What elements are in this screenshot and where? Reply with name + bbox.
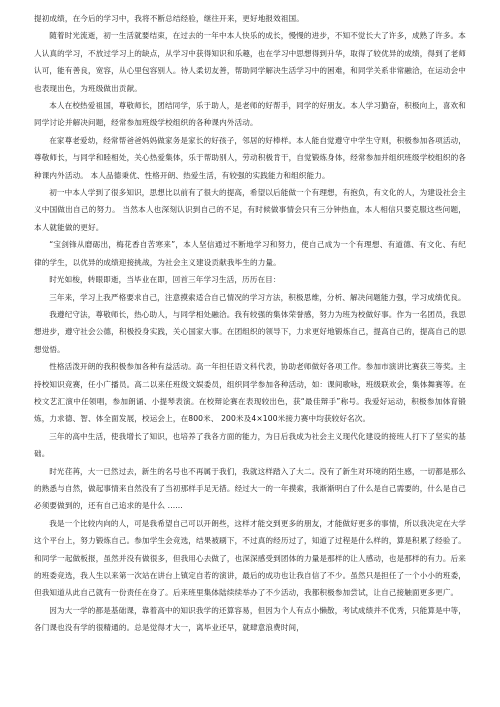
paragraph-1: 提初成绩，在今后的学习中，我将不断总结经验，继往开来，更好地报效祖国。 bbox=[34, 14, 304, 23]
paragraph-6: “宝剑锋从磨砺出，梅花香自苦寒来”，本人坚信通过不断地学习和努力，使自己成为一个有理想、有道德、有文化、有纪律的学生，以优异的成绩迎接挑战，为社会主义建设贡献我毕生的力量。 bbox=[34, 240, 466, 267]
paragraph-8: 三年来，学习上我严格要求自己，注意摸索适合自己情况的学习方法，积极思维，分析、解决问题能力强，学习成绩优良。 bbox=[49, 292, 466, 302]
paragraph-9: 我遵纪守法，尊敬师长，热心助人，与同学相处融洽。我有较强的集体荣誉感，努力为班为校做好事。作为一名团员，我思想进步，遵守社会公德，积极投身实践，关心国家大事。在团组织的领导下，力求更好地锻炼自己，提高自己的，提高自己的思想觉悟。 bbox=[34, 309, 466, 354]
paragraph-10: 性格活泼开朗的我积极参加各种有益活动。高一年担任语文科代表，协助老师做好各项工作。参加市演讲比赛获三等奖。主持校知识竞赛，任小广播员。高二以来任班级文娱委员，组织同学参加各种活动，如：课间歌咏，班级联欢会，集体舞赛等。在校文艺汇演中任领唱，参加朗诵、小提琴表演。在校辩论赛在表现较出色，获“最佳辩手”称号。我爱好运动，积极参加体育锻炼，力求德、智、体全面发展，校运会上，在800米、 200米及4×100米接力赛中均获较好名次。 bbox=[34, 362, 466, 424]
paragraph-11: 三年的高中生活，使我增长了知识，也培养了我各方面的能力，为日后我成为社会主义现代化建设的接班人打下了坚实的基础。 bbox=[34, 431, 466, 459]
paragraph-13: 我是一个比较内向的人，可是我希望自己可以开朗些，这样才能交到更多的朋友，才能做好更多的事情，所以我决定在大学这个平台上，努力锻炼自己。参加学生会竞选，结果被刷下，不过真的经历过了，知道了过程是什么样的，算是积累了经验了。和同学一起做板报，虽然并没有做很多，但我用心去做了，也深深感受到团体的力量是那样的让人感动，也是那样的有力。后来的班委竞选，我人生以来第一次站在讲台上镇定自若的演讲，最后的成功也让我自信了不少。虽然只是担任了一个小小的班委，但我知道从此自己就有一份责任在身了。后来班里集体陆续续举办了不少活动，我都积极参加尝试，让自己接触面更多更广。 bbox=[34, 518, 466, 598]
paragraph-3: 本人在校热爱祖国，尊敬师长，团结同学，乐于助人，是老师的好帮手，同学的好朋友。本人学习勤奋，积极向上，喜欢和同学讨论并解决问题，经常参加班级学校组织的各种课内外活动。 bbox=[34, 101, 466, 128]
paragraph-12: 时光荏苒，大一已然过去，新生的名号也不再属于我们，我就这样踏入了大二。没有了新生对环境的陌生感，一切都是那么的熟悉与自然，做起事情来自然没有了当初那样手足无措。经过大一的一年摸索，我渐渐明白了什么是自己需要的，什么是自己必须要做到的，还有自己追求的是什么 ...... bbox=[34, 466, 466, 511]
paragraph-14: 因为大一学的都是基础课，靠着高中的知识我学的还算容易，但因为个人有点小懒散，考试成绩并不优秀，只能算是中等，各门课也没有学的很精通的。总是觉得才大一，离毕业还早，就肆意浪费时间， bbox=[34, 605, 466, 633]
paragraph-5: 初一中本人学到了很多知识，思想比以前有了很大的提高，希望以后能做一个有理想，有抱负，有文化的人，为建设社会主义中国做出自己的努力。 当然本人也深刻认识到自己的不足，有时候做事情会只有三分钟热血，本人相信只要克服这些问题，本人就能做的更好。 bbox=[34, 188, 466, 232]
paragraph-2: 随着时光流逝，初一生活就要结束，在过去的一年中本人快乐的成长，慢慢的进步，不知不觉长大了许多，成熟了许多。本人认真的学习，不放过学习上的缺点，从学习中获得知识和乐趣，也在学习中思想得到升华，取得了较优异的成绩，得到了老师认可，能有善良，宽容，从心里包容别人。待人柔切友善，帮助同学解决生活学习中的困难，和同学关系非常融洽，在运动会中也表现出色，为班级做出贡献。 bbox=[34, 31, 466, 93]
paragraph-4: 在家尊老爱幼，经常帮爸爸妈妈做家务是家长的好孩子，邻居的好棒样。本人能自觉遵守中学生守则，积极参加各项活动，尊敬师长，与同学和睦相处，关心热爱集体，乐于帮助别人，劳动积极肯干，自觉锻炼身体，经常参加并组织班级学校组织的各种课内外活动。 本人品德秉优、性格开朗、热爱生活，有较强的实践能力和组织能力。 bbox=[34, 135, 466, 180]
paragraph-7: 时光如梭，转眼即逝，当毕业在即，回首三年学习生活，历历在目： bbox=[49, 275, 281, 285]
